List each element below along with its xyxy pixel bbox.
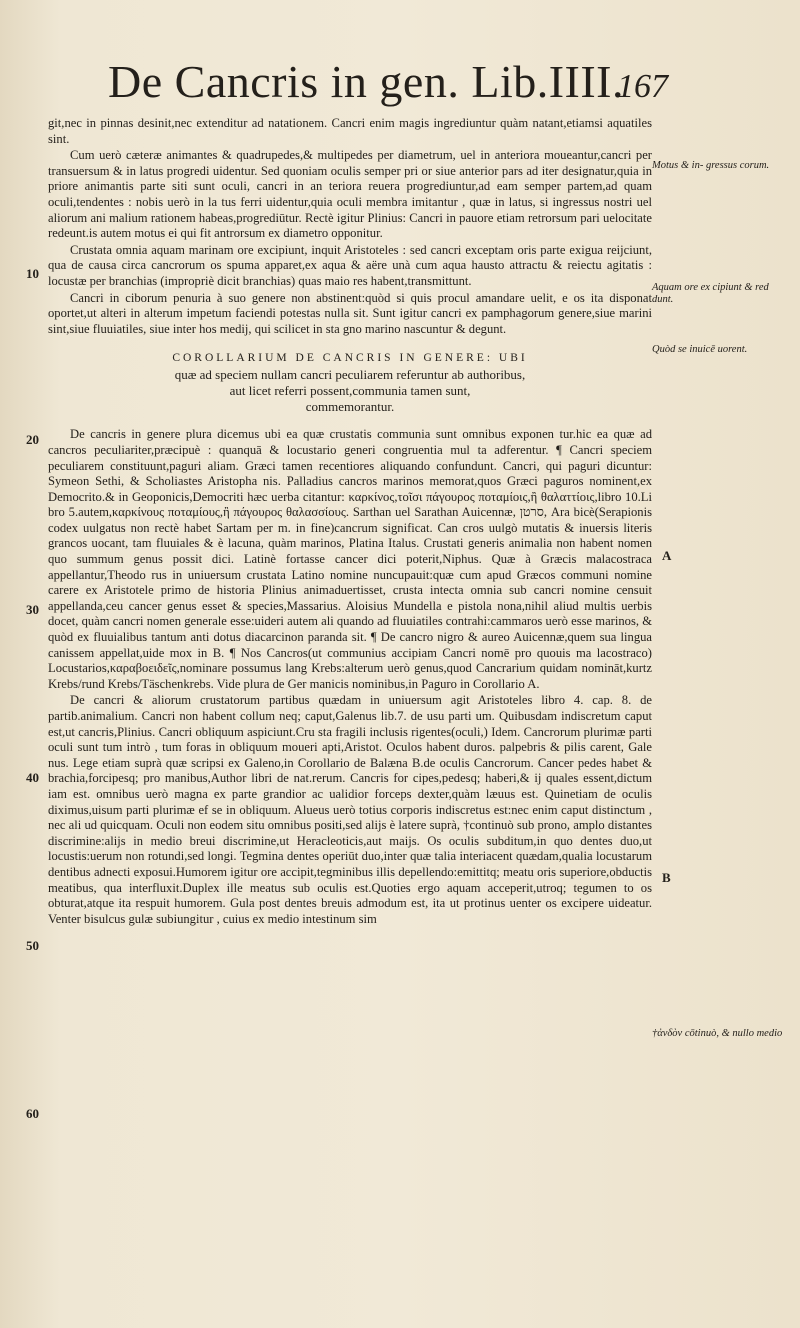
paragraph: De cancri & aliorum crustatorum partibus quædam in uniuersum agit Aristoteles libro 4. cap. 8. de partib.animalium. Cancri non habent collum neq; caput,Galenus lib.7. de usu parti um. Quibusdam indiscretum caput est,ut cancris,Plinius. Cancri obliquum aspiciunt.Cru sta fragili inclusis rigentes(oculi,) Idem. Cancrorum plurimæ parti oculi sunt tum intrò , tum foras in obliquum moueri apti,Aristot. Oculos habent duros. palpebris & pilis carent, Gale nus. Lege etiam suprà quæ scripsi ex Galeno,in Corollario de Balæna B.de oculis Cancrorum. Cancer pedes habet & brachia,forcipesq; pro manibus,Author libri de nat.rerum. Cancris for cipes,pedesq; haberi,& ij quales essent,dictum iam est. omnibus uerò magna ex parte grandior ac ualidior forceps dexter,quàm læuus est. Quinetiam de oculis diximus,uisum parti plurimæ ef se in obliquum. Alueus uerò totius corporis indiscretus est:nec enim caput distinctum , nec ali ud quicquam. Oculi non eodem situ omnibus positi,sed alijs è latere suprà, †continuò sub prono, amplo distantes discrimine:alijs in medio breui discrimine,ut Heracleoticis,aut maijs. Os oculis subditum,in quo dentes duo,ut locustis:uerum non rotundi,sed longi. Tegmina dentes operiūt duo,inter quæ talia interiacent quædam,qualia locustarum dentibus adnecti exposui.Humorem igitur ore accipit,tegminibus illis depellendo:emittitq; meatu oris superiore,obductis meatibus, qua interfluxit.Duplex ille meatus sub oculis est.Quoties ergo aquam acceperit,utroq; tegumen to os obturat,atque ita respuit humorem. Gula post dentes breuis admodum est, ita ut protinus uenter os excipere uideatur. Venter bisulcus gulæ subiungitur , cuius ex medio intestinum sim — [48, 693, 652, 926]
corollary-subtitle: aut licet referri possent,communia tamen sunt, — [229, 383, 471, 399]
line-number: 20 — [26, 432, 39, 447]
corollary-subtitle: quæ ad speciem nullam cancri peculiarem referuntur ab authoribus, — [174, 367, 526, 383]
margin-letter-a: A — [662, 548, 672, 563]
margin-letter-b: B — [662, 870, 671, 885]
margin-note-continuo: †ἀνδὸν cōtinuò, & nullo medio — [652, 1028, 783, 1039]
corollary-subtitle: commemorantur. — [305, 399, 395, 415]
running-header — [108, 52, 668, 116]
line-number: 60 — [26, 1106, 39, 1121]
paragraph: Cum uerò cæteræ animantes & quadrupedes,& multipedes per diametrum, uel in anteriora moueantur,cancri per transuersum & in latus progredi uidentur. Sed quoniam oculis semper pri or siue anterior pars ad iter designatur,quia in priore animantis parte siti sunt oculi, cancri in an teriora reuera progrediuntur,ad eam semper partem,ad quam oculi,tendentes : nobis uerò in la tus ferri uidentur,quia oculi membra imitantur , quæ in latus, si ingressus nostri uel aliorum ani malium rationem habeas,progrediūtur. Rectè igitur Plinius: Cancri in pauore etiam retrorsum pari uelocitate redeunt.is autem motus ei qui fit antrorsum ex diametro opponitur. — [48, 148, 652, 241]
line-number: 50 — [26, 938, 39, 953]
paragraph: git,nec in pinnas desinit,nec extenditur ad natationem. Cancri enim magis ingrediuntur quàm natant,etiamsi aquatiles sint. — [48, 116, 652, 146]
paragraph: Crustata omnia aquam marinam ore excipiunt, inquit Aristoteles : sed cancri exceptam oris parte exigua reijciunt, qua de causa circa cancrorum os spuma apparet,ex aqua & aëre unà cum aqua hausto attractu & reiectu agitatis : locustæ per branchias (impropriè dicit branchias) quas maio res habent,transmittunt. — [48, 242, 652, 288]
line-number: 30 — [26, 602, 39, 617]
margin-note-motus: Motus & in- gressus corum. — [652, 160, 770, 171]
line-number: 10 — [26, 266, 39, 281]
paragraph: Cancri in ciborum penuria à suo genere non abstinent:quòd si quis procul amandare uelit, e os ita disponat oportet,ut alteri in alterum impetum faciendi potestas nulla sit. Sunt igitur cancri ex pamphagorum genere,siue marini sint,siue fluuiatiles, siue inter hos medij, qui scilicet in sta gno marino nascuntur & degunt. — [48, 290, 652, 336]
page-title: De Cancris in gen. Lib.IIII. — [108, 56, 625, 107]
corollary-heading: COROLLARIUM DE CANCRIS IN GENERE: UBI — [172, 352, 528, 365]
margin-note-quod: Quòd se inuicē uorent. — [652, 344, 748, 355]
main-text — [48, 116, 652, 927]
margin-note-aquam: Aquam ore ex cipiunt & red dunt. — [652, 282, 769, 305]
corollary-heading-block — [48, 349, 652, 415]
page-number: 167 — [617, 68, 668, 105]
paragraph: De cancris in genere plura dicemus ubi ea quæ crustatis communia sunt omnibus exponen tur.hic ea quæ ad cancros peculiariter,præcipuè : quanquā & locustario generi congruentia mul ta adferentur. ¶ Cancri speciem peculiarem constituunt,paguri aliam. Græci tamen recentiores aliquando confundunt. Cancri, qui paguri dicuntur: Symeon Sethi, & Scholiastes Aristopha nis. Palladius cancros marinos memorat,quos Græci paguros nominent,ex Democrito.& in Geoponicis,Democriti hæc uerba citantur: καρκίνος,τοῖσι πάγουρος ποταμίοις,ἢ θαλαττίοις,libro 10.Li bro 5.autem,καρκίνους ποταμίους,ἢ πάγουρος θαλασσίους. Sarthan uel Sarathan Auicennæ, סרטן, Ara bicè(Serapionis codex uulgatus non rectè habet Sartam per m. in fine)cancrum significat. Can cros uulgò mutatis & inuersis literis grancos uocant, tam fluuiales & è lacuna, quàm marinos, Platina Italus. Crustati generis animalia non habent nomen quo summum genus possit dici. Latinè fortasse cancer dici poterit,Niphus. Quæ à Græcis malacostraca appellantur,Theodo rus in uniuersum crustata Latino nomine nuncupauit:quæ cum apud Græcos communi nomine carere ex Aristotele primo de historia Plinius animaduertisset, crusta intecta omnia sub cancri nomine censuit appellanda,ceu cancer genus esset & species,Massarius. Aloisius Mundella e pistola nona,nihil aliud multis uerbis docet, quàm cancri nomen generale esse:uideri autem ali quando ad fluuiatiles contrahi:cammaros uerò esse marinos, & quòd ex fluuialibus tantum anti dotus diacarcinon paranda sit. ¶ De cancro nigro & aureo Auicennæ,quem sua lingua canissem appellat,uide mox in B. ¶ Nos Cancros(ut communius accipiam Cancri nomē pro quouis ma lacostraco) Locustarios,καραβοειδεῖς,nominare possumus lang Krebs:alterum uerò genus,quod Cancrarium quidam nomināt,kurtz Krebs/rund Krebs/Täschenkrebs. Vide plura de Ger manicis nominibus,in Paguro in Corollario A. — [48, 427, 652, 691]
line-number: 40 — [26, 770, 39, 785]
